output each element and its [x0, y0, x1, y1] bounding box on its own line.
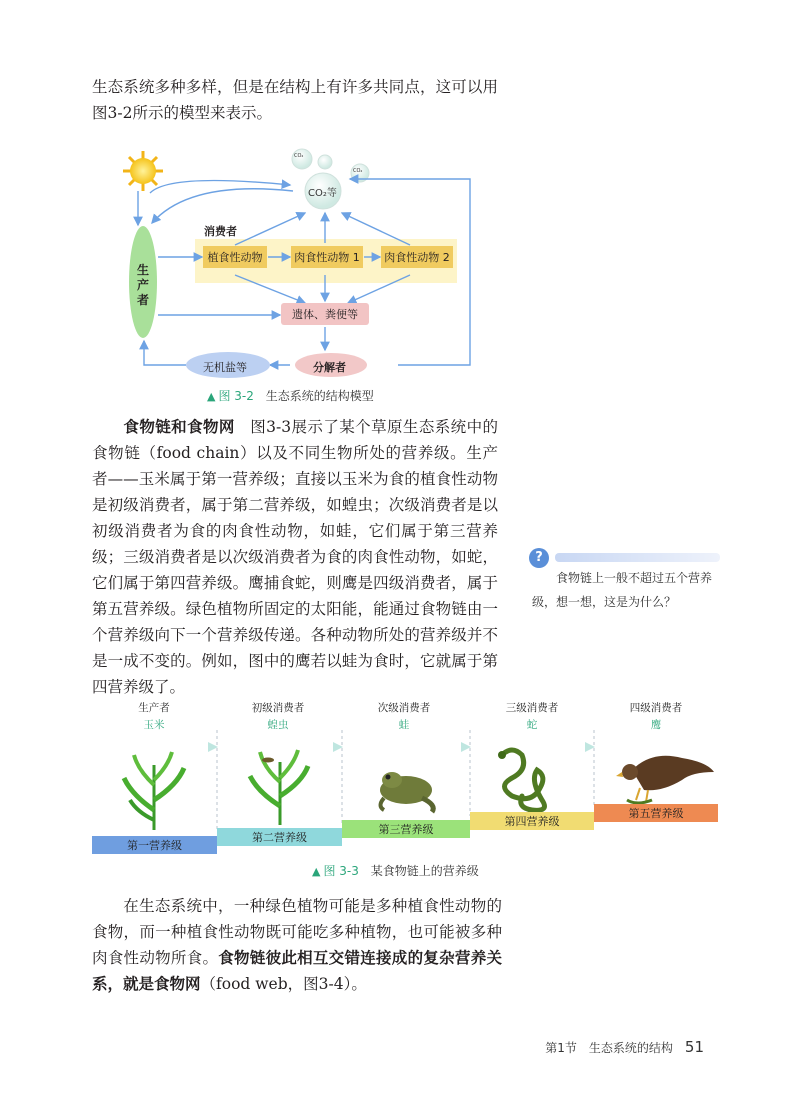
food-web-paragraph: 在生态系统中，一种绿色植物可能是多种植食性动物的食物，而一种植食性动物既可能吃多种植物，也可能被多种肉食性动物所食。食物链彼此相互交错连接成的复杂营养关系，就是食物网（food web，图3-4）。 — [92, 897, 502, 993]
figure-3-2-caption: ▲ 图 3-2 生态系统的结构模型 — [207, 389, 374, 403]
chain-label-4: 三级消费者 蛇 — [505, 702, 559, 731]
carnivore-1-box: 肉食性动物 1 — [291, 246, 363, 268]
producer-label: 生产者 — [137, 263, 150, 307]
co2-label-small-2: CO₂ — [353, 168, 363, 174]
chain-label-5: 四级消费者 鹰 — [629, 702, 683, 731]
trophic-level-1: 第一营养级 — [92, 836, 217, 854]
corn-plant-icon — [124, 752, 184, 830]
food-chain-paragraph: 食物链和食物网 图3-3展示了某个草原生态系统中的食物链（food chain）以及不同生物所处的营养级。生产者——玉米属于第一营养级；直接以玉米为食的植食性动物是初级消费者，属于第二营养级，如蝗虫；次级消费者是以初级消费者为食的肉食性动物，如蛙，它们属于第三营养级；三级消费者是以次级消费者为食的肉食性动物，如蛇，它们属于第四营养级。鹰捕食蛇，则鹰是四级消费者，属于第五营养级。绿色植物所固定的太阳能，能通过食物链由一个营养级向下一个营养级传递。各种动物所处的营养级并不是一成不变的。例如，图中的鹰若以蛙为食时，它就属于第四营养级了。 — [92, 418, 498, 696]
food-web-definition: 食物链彼此相互交错连接成的复杂营养关系，就是食物网 — [92, 949, 502, 993]
snake-icon — [498, 750, 544, 810]
minerals-label: 无机盐等 — [203, 361, 247, 374]
ecosystem-structure-diagram — [110, 145, 480, 385]
page-footer — [545, 1038, 704, 1056]
page-number: 51 — [684, 1038, 704, 1056]
figure-3-3-caption: ▲ 图 3-3 某食物链上的营养级 — [312, 864, 479, 878]
co2-label-main: CO₂等 — [308, 188, 337, 199]
think-icon: ? — [529, 548, 549, 568]
trophic-level-2: 第二营养级 — [217, 828, 342, 846]
chain-label-3: 次级消费者 蛙 — [377, 702, 431, 731]
trophic-level-4: 第四营养级 — [470, 812, 594, 830]
decomposer-label: 分解者 — [313, 361, 346, 374]
sun-icon — [123, 151, 163, 191]
consumers-title: 消费者 — [204, 225, 237, 238]
section-title: 第1节 生态系统的结构 — [545, 1041, 673, 1055]
chain-label-2: 初级消费者 蝗虫 — [251, 702, 305, 731]
side-note-bar — [555, 553, 720, 562]
chain-label-1: 生产者 玉米 — [138, 702, 170, 731]
section-heading: 食物链和食物网 — [123, 418, 235, 436]
carnivore-2-box: 肉食性动物 2 — [381, 246, 453, 268]
corn-with-locust-icon — [250, 750, 308, 825]
remains-box: 遗体、粪便等 — [281, 303, 369, 325]
frog-icon — [380, 772, 433, 812]
trophic-level-5: 第五营养级 — [594, 804, 718, 822]
intro-paragraph: 生态系统多种多样，但是在结构上有许多共同点，这可以用图3-2所示的模型来表示。 — [92, 78, 498, 122]
eagle-icon — [616, 756, 714, 803]
herbivore-box: 植食性动物 — [203, 246, 267, 268]
co2-label-small-1: CO₂ — [294, 153, 304, 159]
trophic-level-3: 第三营养级 — [342, 820, 470, 838]
food-chain-figure — [92, 700, 722, 860]
side-note-text: 食物链上一般不超过五个营养级，想一想，这是为什么？ — [532, 571, 713, 609]
